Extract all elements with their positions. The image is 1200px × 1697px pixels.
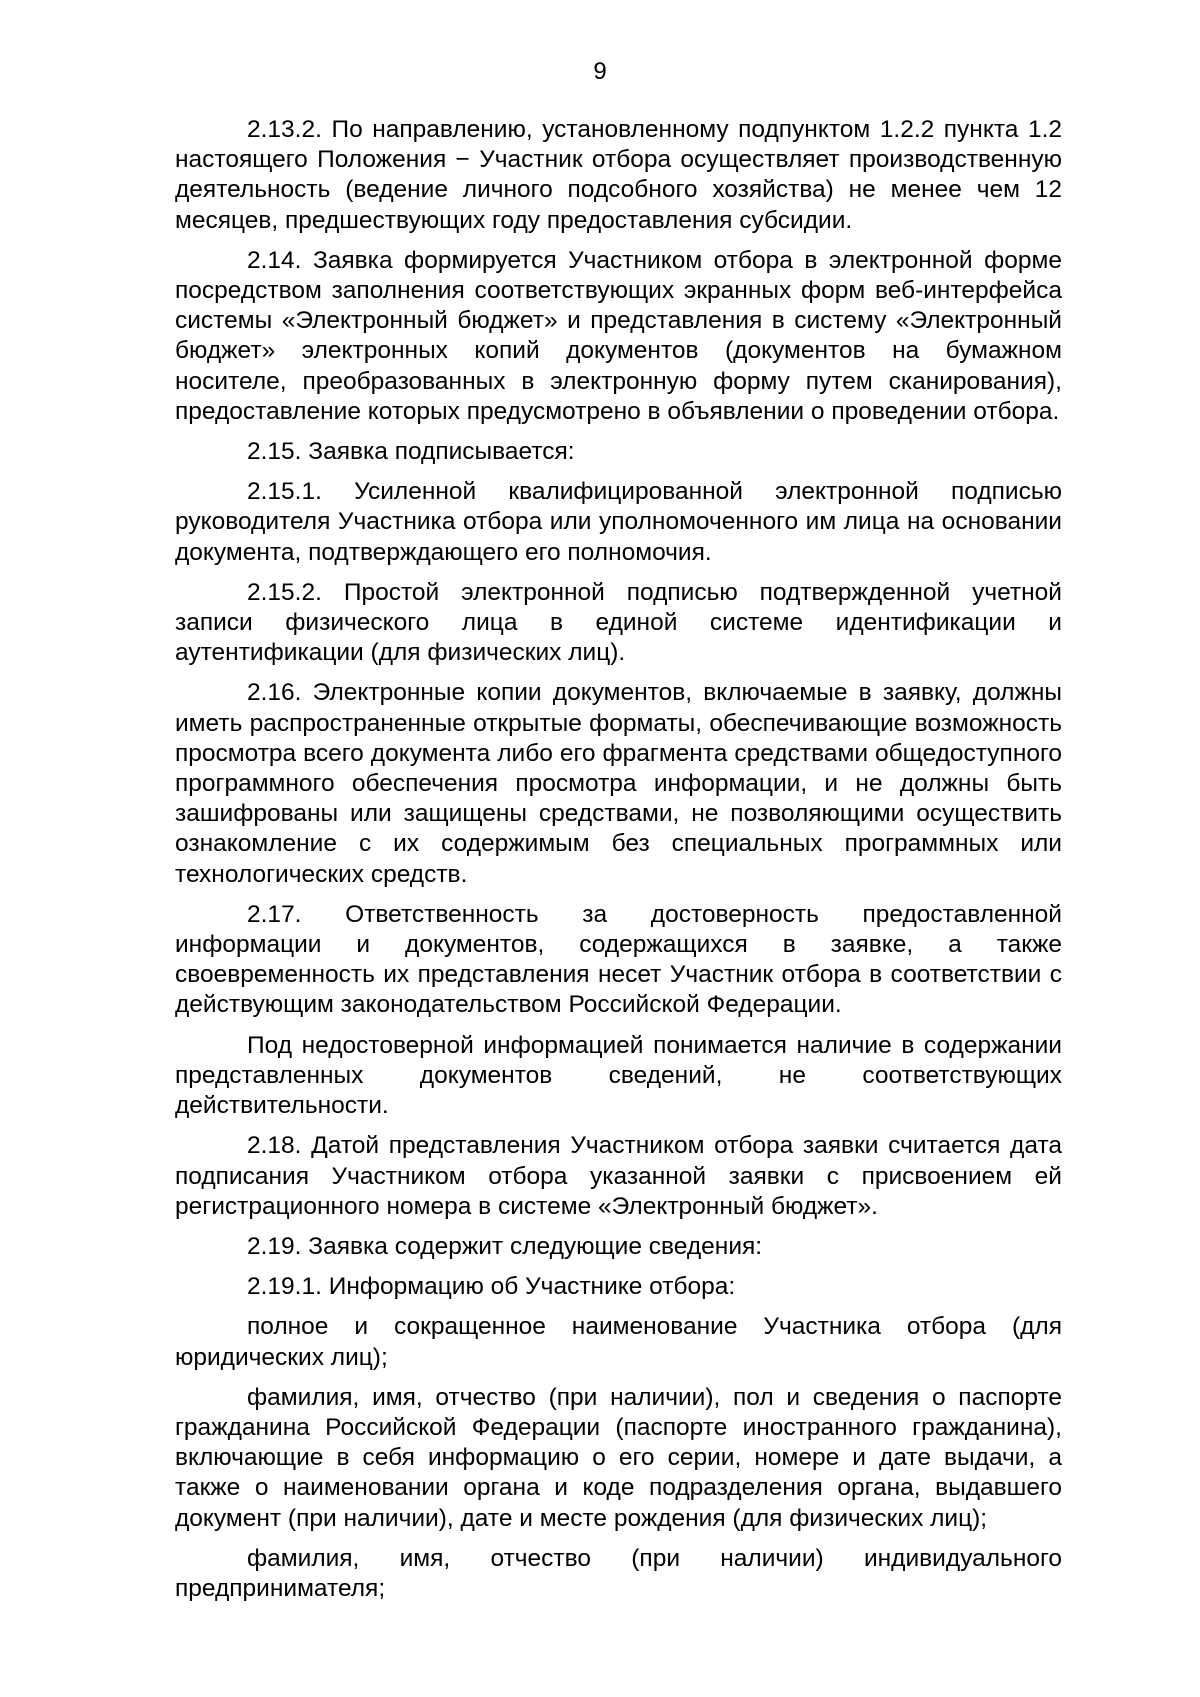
- paragraph-2-14: 2.14. Заявка формируется Участником отбора в электронной форме посредством заполнения соответствующих экранных форм веб-интерфейса системы «Электронный бюджет» и представления в систему «Электронный бюджет» электронных копий документов (документов на бумажном носителе, преобразованных в электронную форму путем сканирования), предоставление которых предусмотрено в объявлении о проведении отбора.: [175, 246, 1062, 425]
- paragraph-2-13-2: 2.13.2. По направлению, установленному подпунктом 1.2.2 пункта 1.2 настоящего Положения − Участник отбора осуществляет производственную деятельность (ведение личного подсобного хозяйства) не менее чем 12 месяцев, предшествующих году предоставления субсидии.: [175, 116, 1062, 234]
- paragraph-2-16: 2.16. Электронные копии документов, включаемые в заявку, должны иметь распространенные открытые форматы, обеспечивающие возможность просмотра всего документа либо его фрагмента средствами общедоступного программного обеспечения просмотра информации, и не должны быть зашифрованы или защищены средствами, не позволяющими осуществить ознакомление с их содержимым без специальных программных или технологических средств.: [175, 679, 1062, 888]
- paragraph-2-15-1: 2.15.1. Усиленной квалифицированной электронной подписью руководителя Участника отбора или уполномоченного им лица на основании документа, подтверждающего его полномочия.: [175, 478, 1062, 566]
- paragraph-2-17: 2.17. Ответственность за достоверность предоставленной информации и документов, содержащихся в заявке, а также своевременность их представления несет Участник отбора в соответствии с действующим законодательством Российской Федерации.: [175, 900, 1062, 1019]
- paragraph-2-19-1: 2.19.1. Информацию об Участнике отбора:: [247, 1273, 736, 1301]
- paragraph-2-19: 2.19. Заявка содержит следующие сведения:: [247, 1232, 763, 1260]
- paragraph-unreliable-info: Под недостоверной информацией понимается наличие в содержании представленных документов сведений, не соответствующих действительности.: [175, 1031, 1062, 1120]
- list-item-legal-entity-name: полное и сокращенное наименование Участника отбора (для юридических лиц);: [175, 1313, 1062, 1371]
- list-item-entrepreneur-name: фамилия, имя, отчество (при наличии) индивидуального предпринимателя;: [175, 1544, 1062, 1602]
- page-number: 9: [593, 58, 607, 85]
- paragraph-2-15: 2.15. Заявка подписывается:: [247, 438, 575, 466]
- paragraph-2-18: 2.18. Датой представления Участником отбора заявки считается дата подписания Участником отбора указанной заявки с присвоением ей регистрационного номера в системе «Электронный бюджет».: [175, 1132, 1062, 1220]
- document-body: [175, 115, 1062, 1614]
- paragraph-2-15-2: 2.15.2. Простой электронной подписью подтвержденной учетной записи физического лица в единой системе идентификации и аутентификации (для физических лиц).: [175, 578, 1062, 667]
- list-item-individual-details: фамилия, имя, отчество (при наличии), пол и сведения о паспорте гражданина Российской Федерации (паспорте иностранного гражданина), включающие в себя информацию о его серии, номере и дате выдачи, а также о наименовании органа и коде подразделения органа, выдавшего документ (при наличии), дате и месте рождения (для физических лиц);: [175, 1383, 1062, 1532]
